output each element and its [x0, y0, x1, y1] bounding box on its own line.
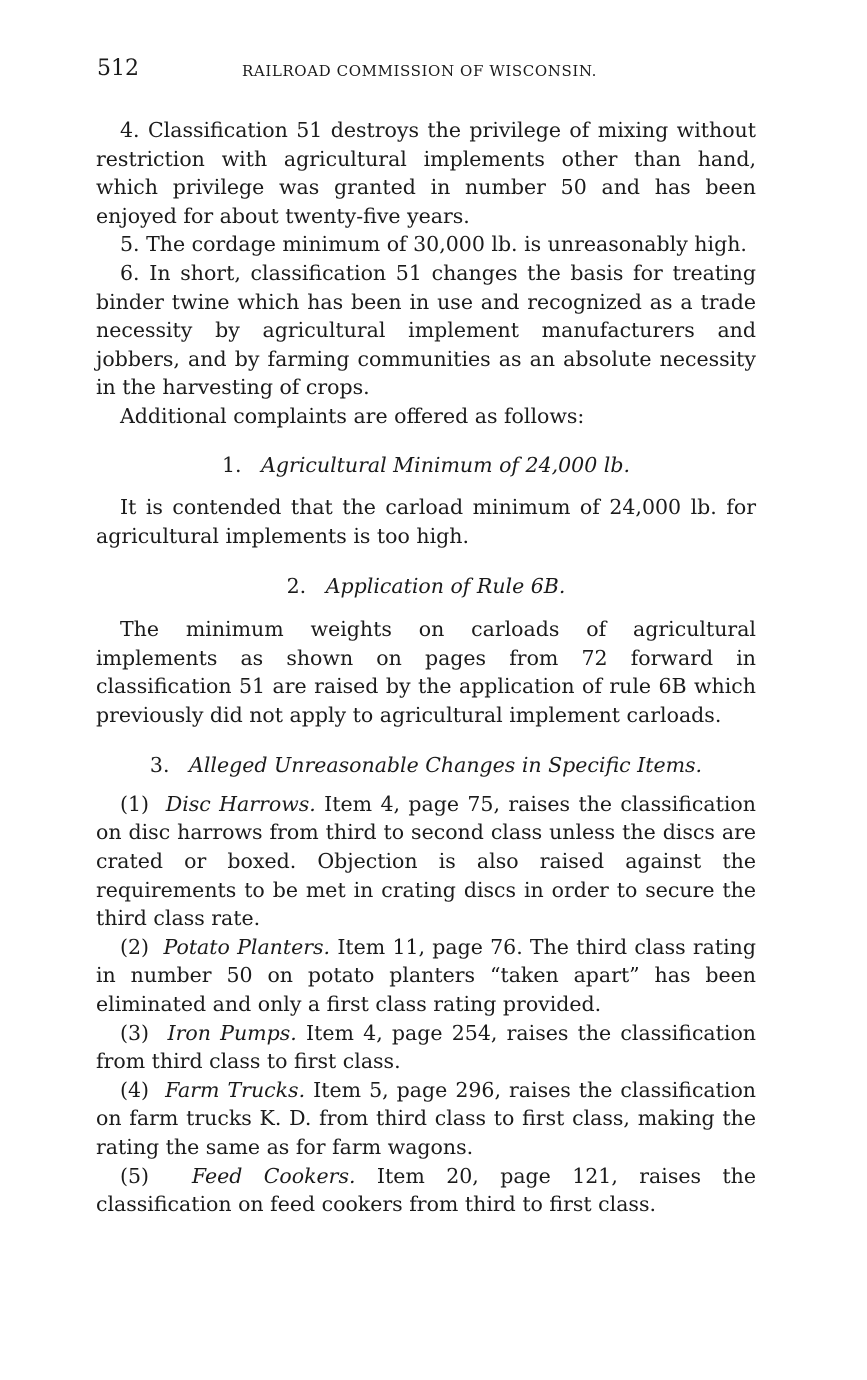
section-number: 3.	[149, 753, 170, 778]
item-text: Item 20, page 121, raises the classification on feed cookers from third to first class.	[96, 1163, 756, 1217]
complaint-paragraph: Additional complaints are offered as follows:	[120, 403, 585, 428]
running-head: RAILROAD COMMISSION OF WISCONSIN.	[242, 62, 597, 80]
section-heading	[96, 751, 756, 780]
page-number: 512	[97, 56, 139, 81]
item-paragraph	[96, 933, 756, 1019]
page-body	[96, 116, 756, 1219]
item-list	[96, 790, 756, 1219]
section-title: Alleged Unreasonable Changes in Specific Items.	[189, 753, 703, 778]
item-text: Item 5, page 296, raises the classification on farm trucks K. D. from third class to first class, making the rating the same as for farm wagons.	[96, 1077, 756, 1159]
item-label: (5)	[120, 1163, 150, 1188]
section-title: Agricultural Minimum of 24,000 lb.	[261, 452, 630, 477]
item-label: (2)	[120, 934, 150, 959]
section-paragraph: It is contended that the carload minimum of 24,000 lb. for agricultural implements is too high.	[96, 495, 756, 548]
section-heading	[96, 451, 756, 480]
item-label: (3)	[120, 1020, 150, 1045]
item-paragraph	[96, 1162, 756, 1219]
item-paragraph	[96, 1019, 756, 1076]
item-text: Item 11, page 76. The third class rating in number 50 on potato planters “taken apart” has been eliminated and only a first class rating provided.	[96, 934, 756, 1017]
item-title: Farm Trucks.	[165, 1077, 306, 1102]
section-number: 1.	[222, 452, 242, 477]
section-heading	[96, 572, 756, 601]
item-text: Item 4, page 254, raises the classification from third class to first class.	[96, 1020, 756, 1074]
item-paragraph	[96, 1076, 756, 1162]
complaint-paragraph: 4. Classification 51 destroys the privilege of mixing without restriction with agricultural implements other than hand, which privilege was granted in number 50 and has been enjoyed for about twenty-five years.	[96, 118, 756, 228]
item-text: Item 4, page 75, raises the classification on disc harrows from third to second class unless the discs are crated or boxed. Objection is also raised against the requirements to be met in crating discs in order to secure the third class rate.	[96, 791, 756, 931]
complaints-list	[96, 116, 756, 431]
item-title: Potato Planters.	[163, 934, 331, 959]
section-number: 2.	[286, 574, 307, 599]
item-title: Feed Cookers.	[191, 1163, 356, 1188]
section-paragraph: The minimum weights on carloads of agricultural implements as shown on pages from 72 forward in classification 51 are raised by the application of rule 6B which previously did not apply to agricultural implement carloads.	[96, 616, 756, 727]
item-title: Disc Harrows.	[165, 791, 316, 816]
section-title: Application of Rule 6B.	[325, 574, 566, 599]
item-paragraph	[96, 790, 756, 933]
item-label: (4)	[120, 1077, 150, 1102]
item-label: (1)	[120, 791, 150, 816]
page-header	[97, 56, 757, 86]
complaint-paragraph: 6. In short, classification 51 changes the basis for treating binder twine which has been in use and recognized as a trade necessity by agricultural implement manufacturers and jobbers, and by farming communities as an absolute necessity in the harvesting of crops.	[96, 260, 756, 400]
item-title: Iron Pumps.	[167, 1020, 297, 1045]
complaint-paragraph: 5. The cordage minimum of 30,000 lb. is unreasonably high.	[120, 232, 747, 257]
